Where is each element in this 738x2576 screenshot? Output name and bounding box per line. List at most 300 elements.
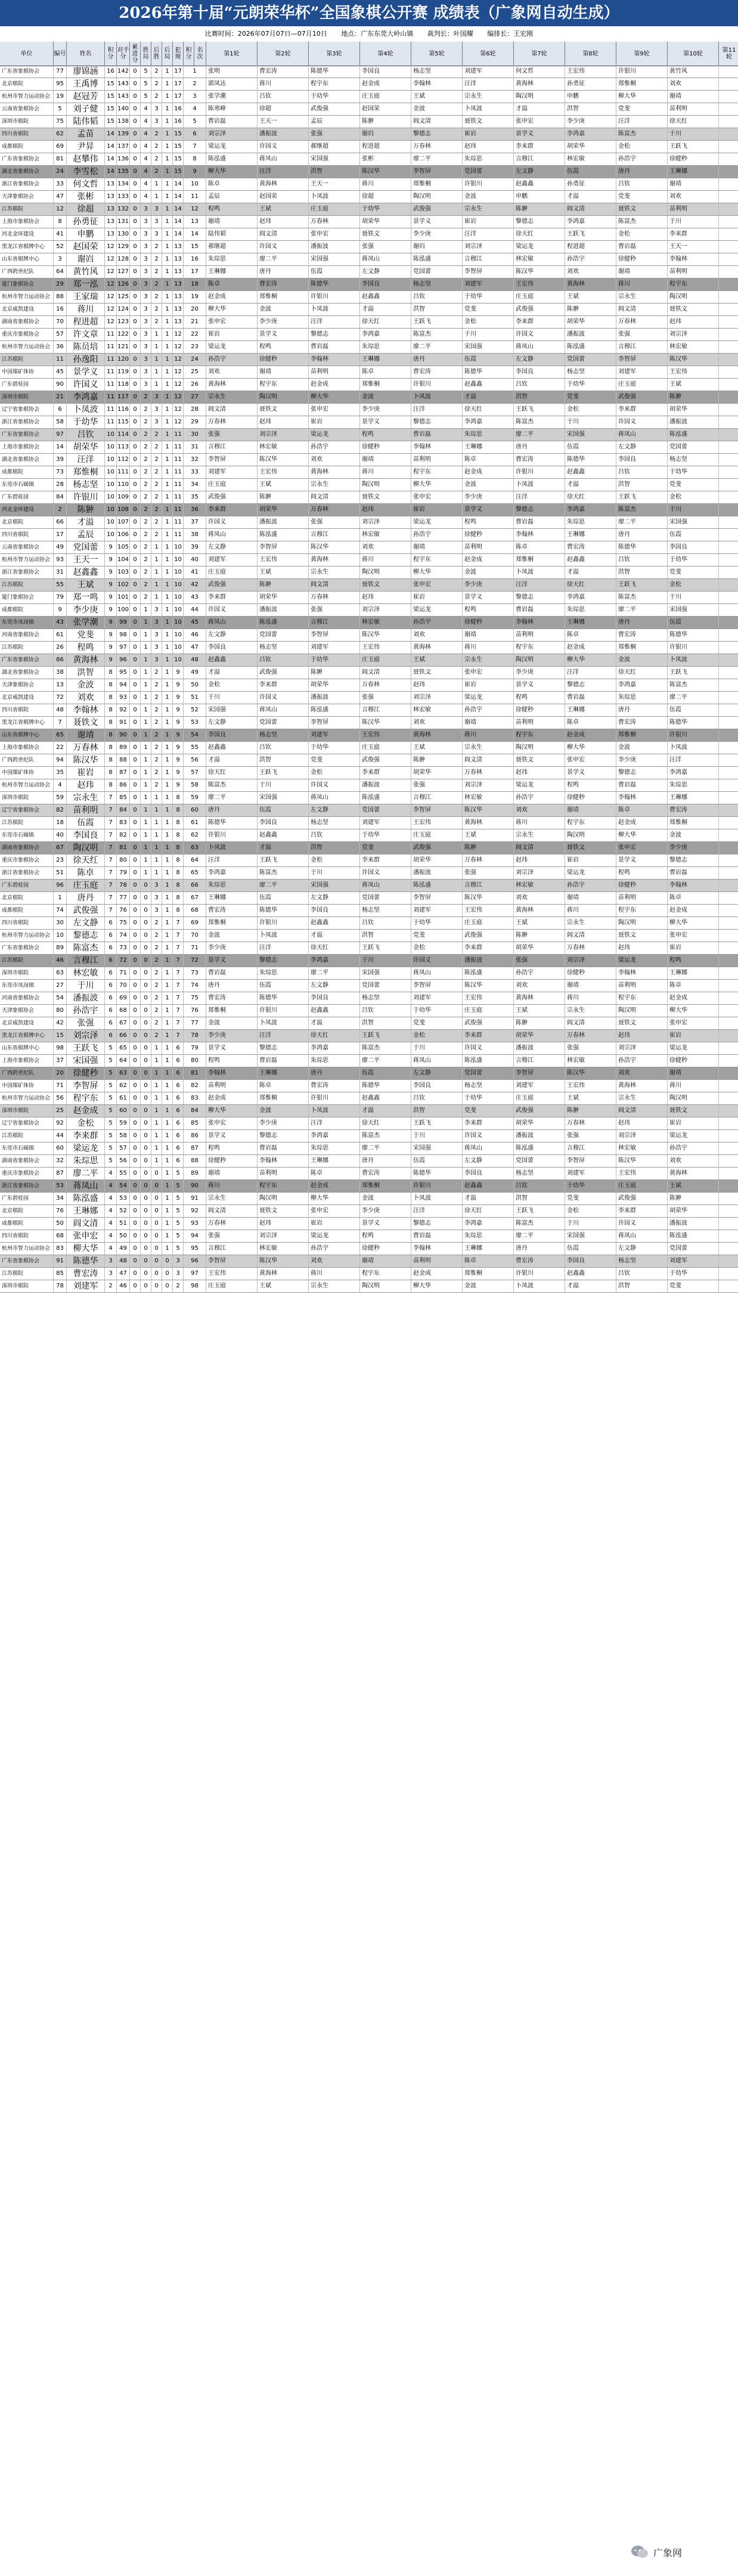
cell-stat: 1 <box>162 1218 173 1230</box>
cell-stat: 1 <box>162 504 173 516</box>
cell-stat: 7 <box>173 1005 184 1017</box>
cell-no: 40 <box>54 829 67 841</box>
cell-stat: 1 <box>162 66 173 78</box>
cell-round-opponent: 才溢 <box>309 1017 360 1029</box>
cell-round-opponent: 于幼华 <box>463 1092 514 1104</box>
cell-round-opponent: 蒋川 <box>616 278 668 290</box>
cell-round-opponent: 洪智 <box>616 566 668 578</box>
cell-round-opponent: 曹岩磊 <box>514 516 565 528</box>
cell-round-opponent: 金波 <box>360 391 411 403</box>
cell-score: 8 <box>105 717 117 729</box>
cell-score: 8 <box>105 704 117 716</box>
cell-rank: 15 <box>184 241 206 253</box>
table-row <box>0 667 738 679</box>
cell-stat: 1 <box>162 804 173 816</box>
cell-round-opponent: 程鸣 <box>206 203 258 215</box>
cell-round-opponent: 武俊强 <box>514 304 565 315</box>
cell-round-opponent: 金松 <box>309 767 360 779</box>
cell-stat: 113 <box>117 441 130 453</box>
cell-round-opponent: 孟辰 <box>309 116 360 128</box>
cell-round-opponent: 徐天红 <box>463 1205 514 1217</box>
cell-stat: 0 <box>130 116 141 128</box>
cell-round-opponent: 黄竹风 <box>668 66 719 78</box>
cell-rank: 74 <box>184 980 206 992</box>
cell-round-opponent: 陈泓盛 <box>206 153 258 165</box>
cell-round-opponent: 潘振波 <box>514 1130 565 1142</box>
cell-round-opponent: 蒋凤山 <box>360 253 411 265</box>
cell-round-opponent: 陶汉明 <box>668 1092 719 1104</box>
cell-round-opponent: 程鸣 <box>514 692 565 704</box>
col-round-2: 第2轮 <box>258 42 309 66</box>
table-row <box>0 1268 738 1280</box>
cell-name: 徐健秒 <box>67 1067 105 1079</box>
cell-round-opponent: 李少庚 <box>258 316 309 328</box>
cell-stat: 59 <box>117 1117 130 1129</box>
cell-stat: 11 <box>173 491 184 503</box>
cell-stat: 1 <box>141 617 151 628</box>
cell-round-opponent: 黎德志 <box>411 128 463 140</box>
table-row <box>0 391 738 404</box>
cell-round-opponent: 徐健秒 <box>206 1155 258 1167</box>
cell-round-opponent: 汪洋 <box>463 78 514 90</box>
cell-score: 12 <box>105 278 117 290</box>
cell-stat: 1 <box>162 203 173 215</box>
cell-stat: 0 <box>141 930 151 942</box>
cell-round-opponent: 曹岩磊 <box>411 1230 463 1242</box>
col-round-3: 第3轮 <box>309 42 360 66</box>
cell-stat: 84 <box>117 804 130 816</box>
cell-round-opponent: 金波 <box>258 304 309 315</box>
cell-stat: 1 <box>162 955 173 967</box>
cell-round-opponent: 李少庚 <box>206 942 258 954</box>
cell-round-opponent: 吕钦 <box>360 1005 411 1017</box>
cell-rank: 7 <box>184 141 206 153</box>
cell-round-opponent: 于川 <box>309 867 360 879</box>
cell-round-opponent: 汪洋 <box>258 166 309 178</box>
cell-round-opponent: 刘建军 <box>668 1255 719 1267</box>
cell-no: 96 <box>54 880 67 891</box>
cell-round-opponent: 陈泓盛 <box>565 341 616 353</box>
cell-round-opponent: 言穆江 <box>360 704 411 716</box>
cell-stat: 1 <box>162 779 173 791</box>
cell-no: 64 <box>54 266 67 278</box>
cell-round-opponent: 李来群 <box>463 1030 514 1042</box>
cell-round-opponent: 赵金成 <box>309 379 360 391</box>
table-row <box>0 829 738 842</box>
cell-round-opponent: 赵金成 <box>668 905 719 917</box>
cell-unit: 成都棋院 <box>0 141 54 153</box>
cell-round-opponent: 陈泓盛 <box>360 792 411 804</box>
cell-round-opponent: 伍霞 <box>668 617 719 628</box>
cell-round-opponent: 张强 <box>616 329 668 340</box>
cell-stat: 1 <box>162 153 173 165</box>
cell-round-opponent: 郑惟桐 <box>360 379 411 391</box>
cell-round-opponent: 林宏敏 <box>258 441 309 453</box>
cell-round-opponent: 程鸣 <box>668 955 719 967</box>
cell-stat: 0 <box>141 1067 151 1079</box>
cell-score: 10 <box>105 529 117 541</box>
cell-stat: 6 <box>173 1155 184 1167</box>
cell-round-opponent: 林宏敏 <box>258 1243 309 1255</box>
cell-stat: 0 <box>141 1143 151 1154</box>
cell-rank: 9 <box>184 166 206 178</box>
cell-stat: 0 <box>130 479 141 491</box>
cell-round-opponent: 徐健秒 <box>668 153 719 165</box>
table-row <box>0 930 738 942</box>
cell-round-opponent: 左文静 <box>616 441 668 453</box>
cell-round-opponent: 言穆江 <box>514 1055 565 1067</box>
cell-stat: 0 <box>130 1055 141 1067</box>
cell-round-opponent: 阎文清 <box>616 304 668 315</box>
cell-name: 陈德华 <box>67 1255 105 1267</box>
cell-name: 郑惟桐 <box>67 466 105 478</box>
cell-stat: 1 <box>162 178 173 190</box>
cell-stat: 0 <box>130 141 141 153</box>
cell-round-opponent: 李国良 <box>514 366 565 378</box>
cell-stat: 3 <box>141 278 151 290</box>
cell-round-opponent: 程宇东 <box>258 1180 309 1192</box>
cell-round-opponent: 于幼华 <box>309 91 360 103</box>
cell-round-opponent: 蒋凤山 <box>258 153 309 165</box>
cell-rank: 14 <box>184 228 206 240</box>
cell-stat: 136 <box>117 153 130 165</box>
cell-stat: 0 <box>130 854 141 866</box>
cell-rank: 65 <box>184 867 206 879</box>
table-row <box>0 754 738 767</box>
cell-stat: 1 <box>141 767 151 779</box>
cell-stat: 101 <box>117 592 130 603</box>
cell-round-11 <box>720 354 738 366</box>
cell-round-opponent: 阎文清 <box>206 404 258 416</box>
cell-round-opponent: 万春林 <box>206 1218 258 1230</box>
cell-round-opponent: 于幼华 <box>309 654 360 666</box>
cell-round-opponent: 柳大华 <box>309 391 360 403</box>
cell-no: 70 <box>54 316 67 328</box>
cell-name: 金松 <box>67 1117 105 1129</box>
cell-score: 13 <box>105 228 117 240</box>
cell-stat: 10 <box>173 604 184 616</box>
cell-round-11 <box>720 629 738 641</box>
col-round-4: 第4轮 <box>360 42 411 66</box>
cell-round-opponent: 张强 <box>360 692 411 704</box>
cell-stat: 14 <box>173 228 184 240</box>
cell-round-11 <box>720 854 738 866</box>
cell-round-opponent: 李少庚 <box>565 116 616 128</box>
cell-stat: 0 <box>162 1268 173 1280</box>
cell-round-opponent: 许国义 <box>206 516 258 528</box>
cell-round-opponent: 宋国强 <box>309 253 360 265</box>
cell-round-opponent: 潘振波 <box>309 692 360 704</box>
cell-round-opponent: 于川 <box>258 779 309 791</box>
cell-round-opponent: 杨志坚 <box>411 66 463 78</box>
cell-round-opponent: 谢靖 <box>206 216 258 228</box>
cell-round-opponent: 许国义 <box>206 604 258 616</box>
cell-round-opponent: 庄玉庭 <box>463 917 514 929</box>
cell-round-opponent: 汪洋 <box>258 1030 309 1042</box>
cell-stat: 68 <box>117 1005 130 1017</box>
cell-stat: 2 <box>141 416 151 428</box>
cell-rank: 71 <box>184 942 206 954</box>
page-title: 2026年第十届“元朗荣华杯”全国象棋公开赛 成绩表（广象网自动生成） <box>0 0 738 26</box>
cell-round-11 <box>720 316 738 328</box>
cell-score: 11 <box>105 416 117 428</box>
cell-stat: 2 <box>151 316 162 328</box>
cell-stat: 2 <box>151 141 162 153</box>
cell-round-11 <box>720 1168 738 1179</box>
cell-round-opponent: 金波 <box>463 479 514 491</box>
cell-unit: 成都棋院 <box>0 604 54 616</box>
col-sub2: 累进分 <box>130 42 141 66</box>
cell-round-11 <box>720 729 738 741</box>
table-row <box>0 905 738 917</box>
cell-round-opponent: 黎德志 <box>411 1218 463 1230</box>
cell-score: 4 <box>105 1168 117 1179</box>
cell-rank: 97 <box>184 1268 206 1280</box>
cell-round-opponent: 党斐 <box>668 566 719 578</box>
cell-round-opponent: 刘宗泽 <box>258 1230 309 1242</box>
cell-stat: 95 <box>117 667 130 679</box>
cell-round-opponent: 左文静 <box>411 1067 463 1079</box>
cell-round-11 <box>720 804 738 816</box>
cell-round-opponent: 程宇东 <box>616 905 668 917</box>
cell-stat: 0 <box>130 792 141 804</box>
cell-round-opponent: 李翰林 <box>616 792 668 804</box>
cell-round-opponent: 孙浩宇 <box>206 354 258 366</box>
cell-round-opponent: 孙浩宇 <box>616 1055 668 1067</box>
cell-round-opponent: 陈翀 <box>463 842 514 854</box>
cell-round-opponent: 陈德华 <box>206 817 258 829</box>
cell-round-opponent: 刘建军 <box>616 366 668 378</box>
cell-round-opponent: 蒋凤山 <box>206 529 258 541</box>
cell-round-opponent: 陈卓 <box>616 804 668 816</box>
cell-round-opponent: 蒋川 <box>463 642 514 654</box>
cell-round-opponent: 于川 <box>463 329 514 340</box>
cell-stat: 3 <box>151 617 162 628</box>
cell-round-opponent: 刘欢 <box>668 78 719 90</box>
cell-stat: 86 <box>117 779 130 791</box>
cell-stat: 8 <box>173 867 184 879</box>
cell-stat: 0 <box>130 1017 141 1029</box>
cell-round-opponent: 程宇东 <box>514 729 565 741</box>
cell-stat: 2 <box>151 767 162 779</box>
cell-name: 王琳娜 <box>67 1205 105 1217</box>
cell-round-opponent: 许银川 <box>258 917 309 929</box>
cell-round-11 <box>720 404 738 416</box>
cell-round-opponent: 李智屏 <box>514 1067 565 1079</box>
cell-stat: 2 <box>141 466 151 478</box>
table-row <box>0 767 738 779</box>
cell-score: 8 <box>105 729 117 741</box>
cell-round-opponent: 才溢 <box>309 930 360 942</box>
cell-round-opponent: 刘宗泽 <box>616 1042 668 1054</box>
cell-stat: 8 <box>173 804 184 816</box>
cell-round-opponent: 刘欢 <box>411 629 463 641</box>
cell-stat: 91 <box>117 717 130 729</box>
cell-unit: 杭州市智力运动协会 <box>0 1092 54 1104</box>
cell-name: 景学义 <box>67 366 105 378</box>
cell-round-opponent: 徐健秒 <box>360 1243 411 1255</box>
cell-round-opponent: 于川 <box>411 1042 463 1054</box>
cell-name: 卜凤波 <box>67 404 105 416</box>
cell-round-opponent: 王宏伟 <box>514 278 565 290</box>
cell-round-opponent: 徐天红 <box>360 316 411 328</box>
cell-stat: 0 <box>130 278 141 290</box>
cell-round-opponent: 李来群 <box>463 1117 514 1129</box>
cell-round-opponent: 郭凤达 <box>206 78 258 90</box>
cell-round-opponent: 王琳娜 <box>258 1067 309 1079</box>
cell-round-opponent: 左文静 <box>206 541 258 553</box>
cell-stat: 5 <box>173 1193 184 1205</box>
cell-stat: 9 <box>173 704 184 716</box>
cell-round-opponent: 才溢 <box>565 191 616 203</box>
cell-round-opponent: 张申宏 <box>616 842 668 854</box>
cell-round-opponent: 王跃飞 <box>668 667 719 679</box>
col-round-1: 第1轮 <box>206 42 258 66</box>
cell-stat: 0 <box>130 754 141 766</box>
cell-round-opponent: 黎德志 <box>514 592 565 603</box>
cell-round-opponent: 程鸣 <box>206 1055 258 1067</box>
cell-stat: 0 <box>141 1268 151 1280</box>
cell-stat: 3 <box>141 304 151 315</box>
cell-score: 4 <box>105 1243 117 1255</box>
cell-round-opponent: 赵玮 <box>360 592 411 603</box>
cell-rank: 63 <box>184 842 206 854</box>
cell-round-opponent: 李翰林 <box>514 617 565 628</box>
cell-stat: 1 <box>162 441 173 453</box>
cell-name: 伍霞 <box>67 817 105 829</box>
cell-stat: 127 <box>117 266 130 278</box>
cell-round-opponent: 陈翀 <box>668 391 719 403</box>
cell-score: 9 <box>105 592 117 603</box>
watermark <box>627 2540 728 2564</box>
cell-stat: 1 <box>141 867 151 879</box>
cell-round-opponent: 聂铁文 <box>668 1105 719 1117</box>
cell-round-opponent: 李来群 <box>514 316 565 328</box>
cell-stat: 1 <box>162 141 173 153</box>
cell-rank: 11 <box>184 191 206 203</box>
cell-round-opponent: 许国义 <box>463 1130 514 1142</box>
cell-stat: 0 <box>141 955 151 967</box>
cell-round-opponent: 谢靖 <box>360 1255 411 1267</box>
cell-stat: 0 <box>130 1080 141 1092</box>
cell-stat: 0 <box>130 604 141 616</box>
cell-round-opponent: 郑惟桐 <box>616 729 668 741</box>
cell-round-opponent: 刘宗泽 <box>411 692 463 704</box>
cell-round-opponent: 洪智 <box>411 1105 463 1117</box>
cell-stat: 1 <box>151 1155 162 1167</box>
cell-round-opponent: 金松 <box>616 228 668 240</box>
cell-round-opponent: 庄玉庭 <box>514 291 565 303</box>
cell-stat: 51 <box>117 1218 130 1230</box>
cell-stat: 13 <box>173 241 184 253</box>
cell-score: 15 <box>105 91 117 103</box>
cell-round-opponent: 武俊强 <box>360 754 411 766</box>
cell-round-opponent: 陶汉明 <box>258 1193 309 1205</box>
cell-rank: 95 <box>184 1243 206 1255</box>
cell-stat: 1 <box>151 1105 162 1117</box>
cell-round-opponent: 谢靖 <box>360 454 411 466</box>
cell-stat: 0 <box>151 1230 162 1242</box>
cell-stat: 1 <box>162 717 173 729</box>
cell-stat: 7 <box>173 992 184 1004</box>
cell-no: 63 <box>54 967 67 979</box>
cell-stat: 6 <box>173 1143 184 1154</box>
cell-score: 9 <box>105 604 117 616</box>
cell-round-opponent: 李智屏 <box>258 541 309 553</box>
cell-round-opponent: 阎文清 <box>565 1017 616 1029</box>
cell-rank: 10 <box>184 178 206 190</box>
cell-score: 8 <box>105 692 117 704</box>
cell-round-opponent: 黄海林 <box>258 178 309 190</box>
cell-stat: 3 <box>141 291 151 303</box>
cell-round-opponent: 于幼华 <box>411 917 463 929</box>
cell-round-opponent: 李智屏 <box>411 166 463 178</box>
cell-round-opponent: 金波 <box>411 103 463 115</box>
cell-round-opponent: 王琳娜 <box>309 1155 360 1167</box>
cell-stat: 143 <box>117 91 130 103</box>
cell-round-opponent: 李鸿嘉 <box>616 679 668 691</box>
cell-rank: 53 <box>184 717 206 729</box>
cell-round-opponent: 陈富杰 <box>411 329 463 340</box>
cell-round-opponent: 刘宗泽 <box>463 779 514 791</box>
cell-stat: 0 <box>141 1255 151 1267</box>
cell-round-opponent: 刘建军 <box>206 554 258 566</box>
cell-round-11 <box>720 930 738 942</box>
table-row <box>0 491 738 504</box>
cell-no: 48 <box>54 704 67 716</box>
cell-stat: 1 <box>151 191 162 203</box>
cell-stat: 2 <box>151 742 162 754</box>
cell-no: 12 <box>54 203 67 215</box>
cell-stat: 1 <box>162 1130 173 1142</box>
cell-round-opponent: 李来群 <box>616 1205 668 1217</box>
cell-stat: 1 <box>162 905 173 917</box>
table-row <box>0 992 738 1005</box>
cell-round-opponent: 王宏伟 <box>463 905 514 917</box>
cell-name: 陈富杰 <box>67 942 105 954</box>
cell-round-opponent: 李智屏 <box>411 804 463 816</box>
cell-round-opponent: 卜凤波 <box>411 391 463 403</box>
cell-round-opponent: 陈汉华 <box>360 629 411 641</box>
cell-stat: 0 <box>151 1255 162 1267</box>
cell-round-opponent: 阎文清 <box>463 754 514 766</box>
cell-round-opponent: 蒋川 <box>565 992 616 1004</box>
cell-stat: 0 <box>130 704 141 716</box>
cell-stat: 5 <box>141 66 151 78</box>
cell-round-opponent: 朱琮思 <box>360 341 411 353</box>
cell-round-opponent: 王斌 <box>565 291 616 303</box>
cell-unit: 东莞市石碣镇 <box>0 829 54 841</box>
cell-stat: 0 <box>130 329 141 340</box>
cell-round-opponent: 柳大华 <box>616 91 668 103</box>
cell-round-opponent: 党斐 <box>668 479 719 491</box>
cell-rank: 39 <box>184 541 206 553</box>
cell-round-opponent: 党国蕾 <box>463 166 514 178</box>
cell-stat: 107 <box>117 516 130 528</box>
cell-name: 柳大华 <box>67 1243 105 1255</box>
cell-stat: 0 <box>130 341 141 353</box>
cell-round-opponent: 徐健秒 <box>463 529 514 541</box>
cell-round-opponent: 言穆江 <box>514 153 565 165</box>
cell-round-11 <box>720 516 738 528</box>
cell-round-opponent: 赵金成 <box>616 817 668 829</box>
cell-rank: 78 <box>184 1030 206 1042</box>
cell-stat: 10 <box>173 554 184 566</box>
cell-round-opponent: 潘振波 <box>258 516 309 528</box>
cell-stat: 1 <box>151 792 162 804</box>
cell-score: 4 <box>105 1193 117 1205</box>
cell-round-opponent: 刘建军 <box>463 278 514 290</box>
